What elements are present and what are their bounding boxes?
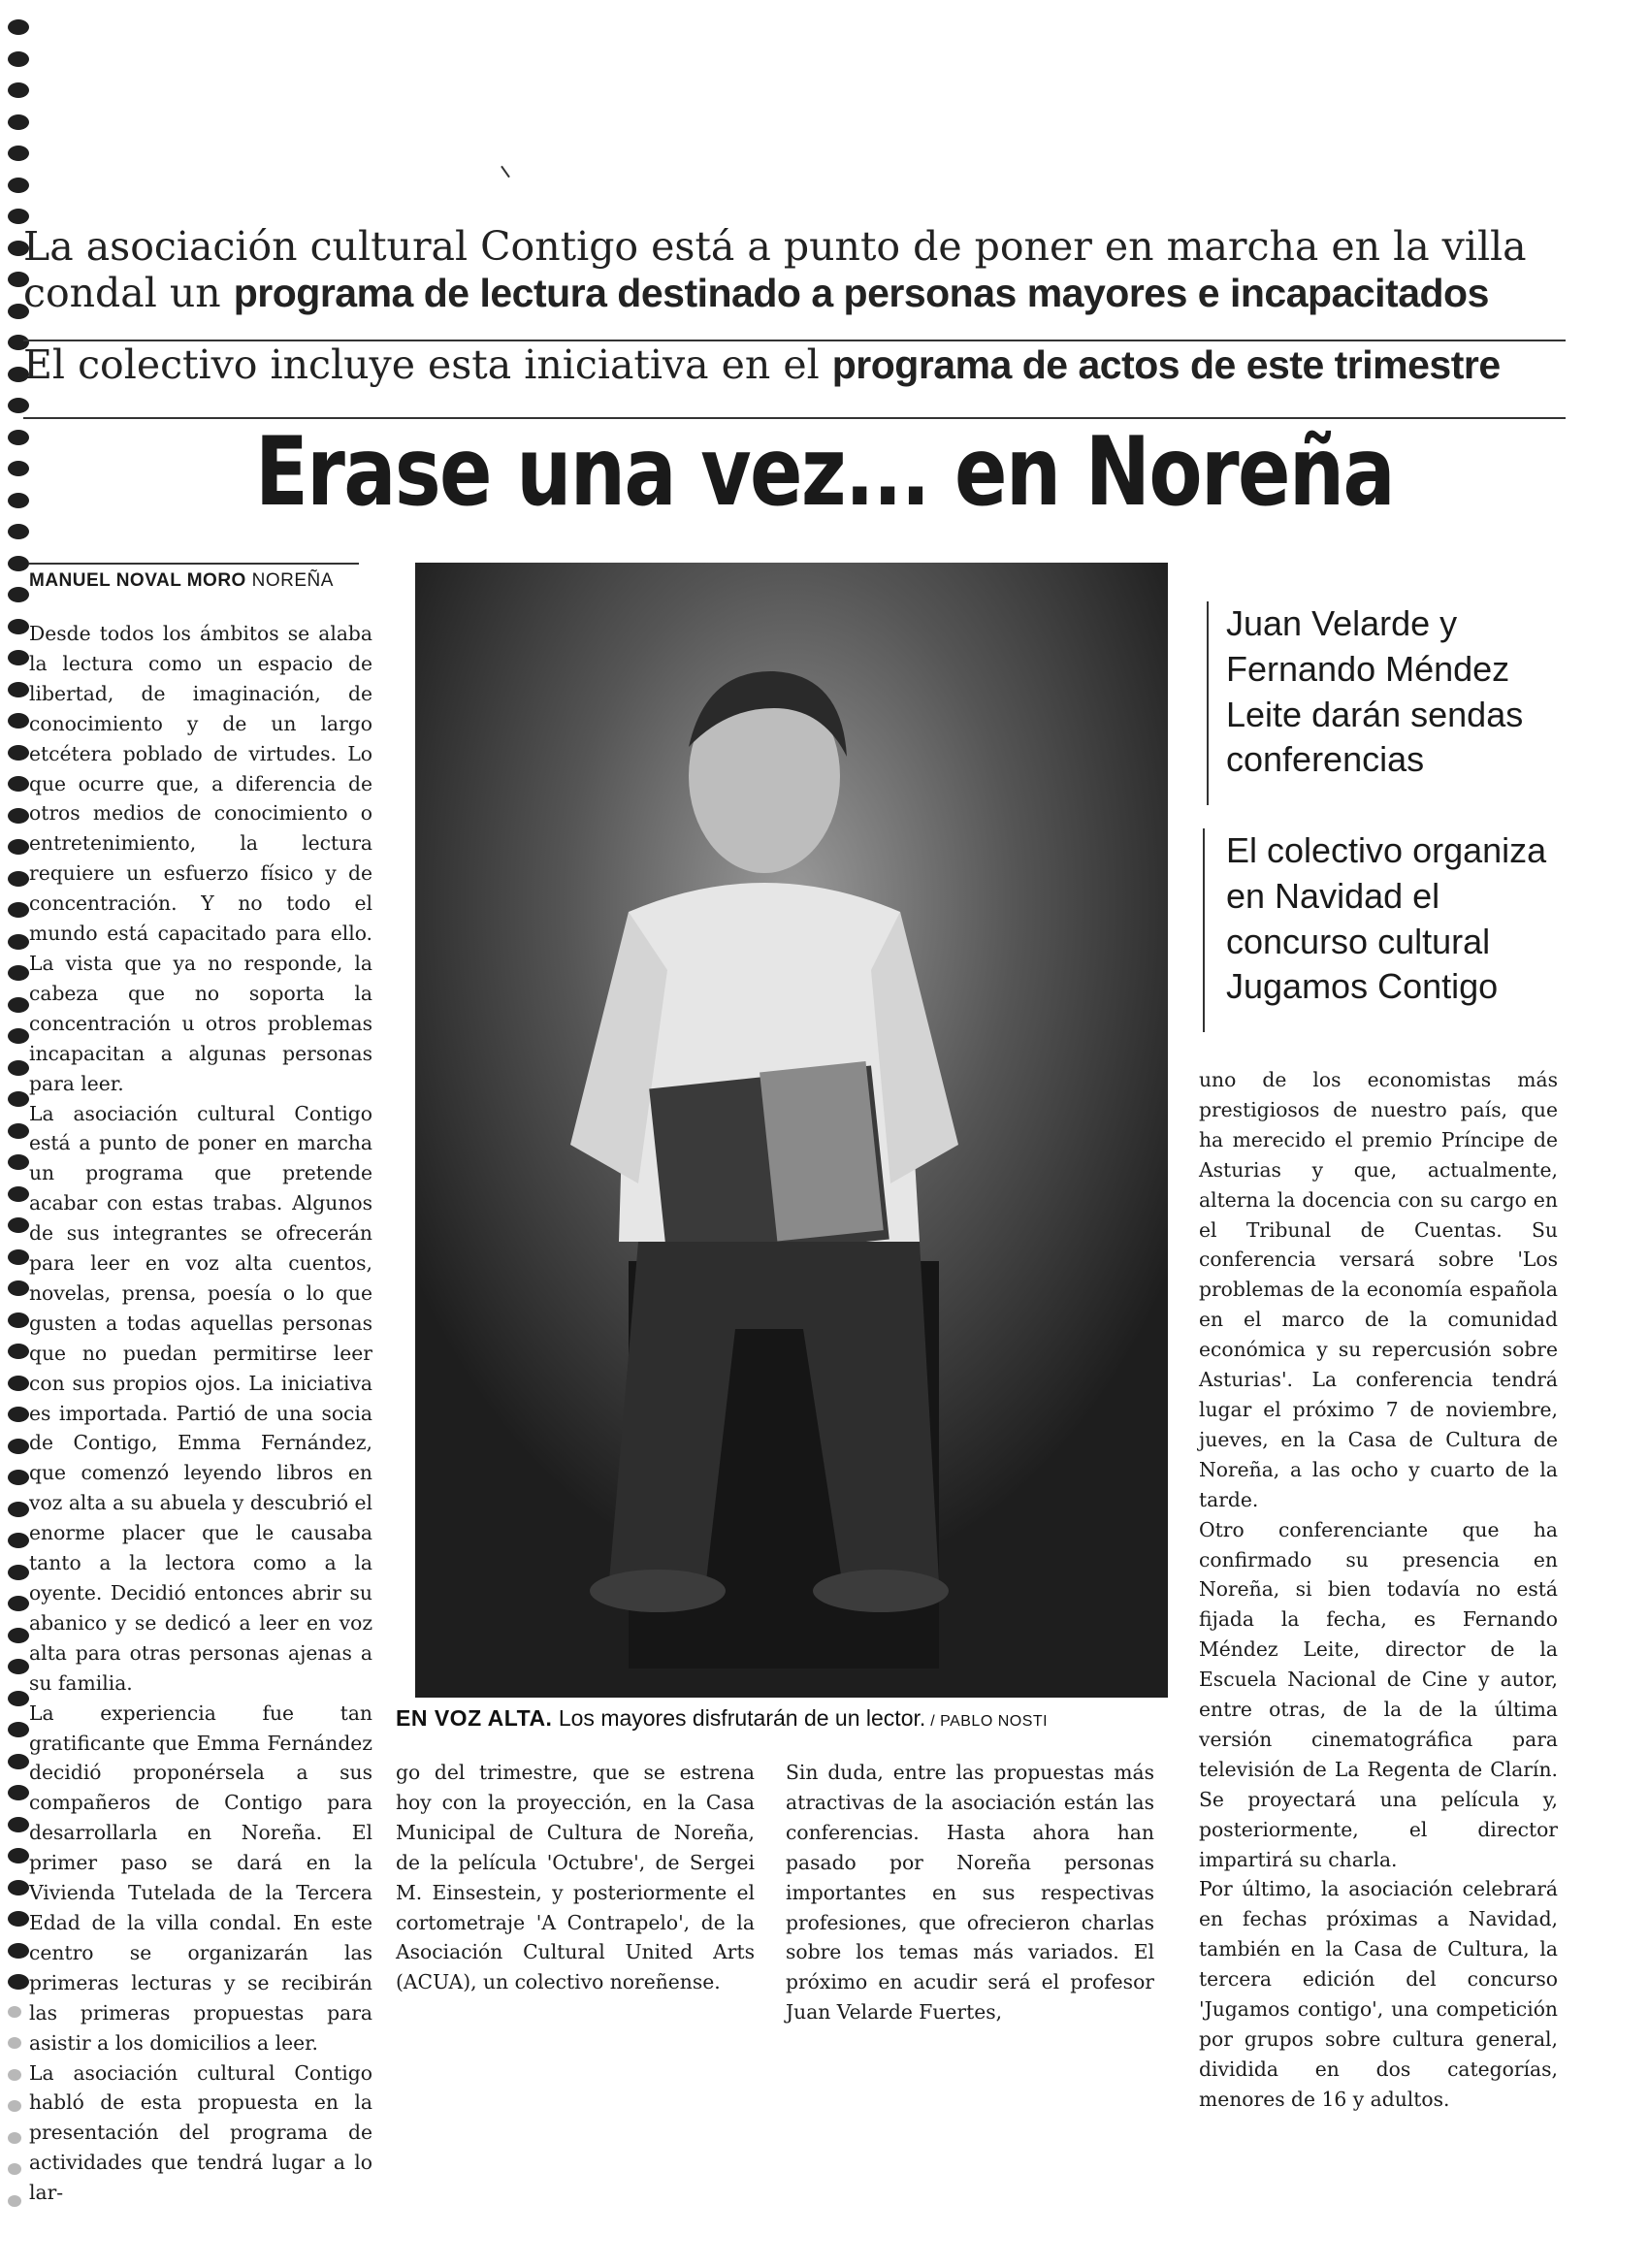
binder-hole (8, 1691, 29, 1706)
binder-hole (8, 1533, 29, 1548)
article-column-1: Desde todos los ámbitos se alaba la lectura como un espacio de libertad, de imaginación, de conocimiento y de un largo etcétera poblado de virtudes. Lo que ocurre que, a diferencia de otros medios de conocimiento o entretenimiento, la lectura requiere un esfuerzo físico y de concentración. Y no todo el mundo está capacitado para ello. La vista que ya no responde, la cabeza que no soporta la concentración u otros problemas incapacitan a algunas personas para leer. La asociación cultural Contigo está a punto de poner en marcha un programa que pretende acabar con estas trabas. Algunos de sus integrantes se ofrecerán para leer en voz alta cuentos, novelas, prensa, poesía o lo que gusten a todas aquellas personas que no puedan permitirse leer con sus propios ojos. La iniciativa es importada. Partió de una socia de Contigo, Emma Fernández, que comenzó leyendo libros en voz alta a su abuela y descubrió el enorme placer que le causaba tanto a la lectora como a la oyente. Decidió entonces abrir su abanico y se dedicó a leer en voz alta para otras personas ajenas a su familia. La experiencia fue tan gratificante que Emma Fernández decidió proponérsela a sus compañeros de Contigo para desarrollarla en Noreña. El primer paso se dará en la Vivienda Tutelada de la Tercera Edad de la villa condal. En este centro se organizarán las primeras lecturas y se recibirán las primeras propuestas para asistir a los domicilios a leer. La asociación cultural Contigo habló de esta propuesta en la presentación del programa de actividades que tendrá lugar a lo lar- (29, 622, 372, 2205)
reader-photo (415, 563, 1168, 1698)
binder-hole (8, 808, 29, 824)
binder-hole (8, 1344, 29, 1359)
binder-hole (8, 209, 29, 224)
binder-hole (8, 1817, 29, 1832)
binder-hole (8, 1848, 29, 1863)
binder-hole (8, 839, 29, 855)
subheadline-2-plain: El colectivo incluye esta iniciativa en el (23, 341, 832, 388)
binder-hole (8, 1439, 29, 1454)
binder-hole (8, 1217, 29, 1233)
photo-credit: / PABLO NOSTI (925, 1713, 1049, 1730)
subheadline-1-plain: La asociación cultural Contigo está a punto de poner en marcha en la villa condal un (23, 223, 1527, 317)
binder-hole (8, 398, 29, 413)
binder-hole (8, 1628, 29, 1643)
binder-hole (8, 2037, 21, 2049)
binder-hole (8, 1060, 29, 1076)
binder-hole (8, 871, 29, 887)
binder-hole (8, 1028, 29, 1044)
binder-hole (8, 82, 29, 98)
stray-mark (501, 166, 510, 178)
binder-hole (8, 776, 29, 792)
binder-hole (8, 934, 29, 950)
binder-hole (8, 1280, 29, 1296)
binder-hole (8, 1596, 29, 1611)
binder-hole (8, 619, 29, 634)
binder-hole (8, 1186, 29, 1202)
binder-hole (8, 524, 29, 539)
binder-hole (8, 430, 29, 445)
byline-author: MANUEL NOVAL MORO (29, 570, 246, 591)
binder-hole (8, 1376, 29, 1391)
binder-hole (8, 1407, 29, 1422)
byline-place: NOREÑA (251, 570, 334, 591)
binder-hole (8, 1123, 29, 1139)
headline: Erase una vez... en Noreña (255, 417, 1394, 528)
subheadline-1-bold: programa de lectura destinado a personas mayores e incapacitados (233, 271, 1489, 316)
article-column-3: Sin duda, entre las propuestas más atractivas de la asociación están las conferencias. Hasta ahora han pasado por Noreña personas importantes en sus respectivas profesiones, que ofrecieron charlas sobre los temas más variados. El próximo en acudir será el profesor Juan Velarde Fuertes, (786, 1761, 1154, 2025)
binder-hole (8, 1911, 29, 1927)
binder-hole (8, 114, 29, 130)
binder-hole (8, 1722, 29, 1737)
binder-hole (8, 2006, 21, 2018)
binder-hole (8, 713, 29, 729)
binder-hole (8, 51, 29, 67)
binder-hole (8, 1754, 29, 1769)
binder-hole (8, 178, 29, 193)
binder-hole (8, 997, 29, 1013)
binder-hole (8, 1943, 29, 1959)
binder-hole (8, 1659, 29, 1674)
article-column-4: uno de los economistas más prestigiosos de nuestro país, que ha merecido el premio Príncipe de Asturias y que, actualmente, alterna la docencia con su cargo en el Tribunal de Cuentas. Su conferencia versará sobre 'Los problemas de la economía española en el marco de la comunidad económica y su repercusión sobre Asturias'. La conferencia tendrá lugar el próximo 7 de noviembre, jueves, en la Casa de Cultura de Noreña, a las ocho y cuarto de la tarde. Otro conferenciante que ha confirmado su presencia en Noreña, si bien todavía no está fijada la fecha, es Fernando Méndez Leite, director de la Escuela Nacional de Cine y autor, entre otras, de la de la última versión cinematográfica para televisión de La Regenta de Clarín. Se proyectará una película y, posteriormente, el director impartirá su charla. Por último, la asociación celebrará en fechas próximas a Navidad, también en la Casa de Cultura, la tercera edición del concurso 'Jugamos contigo', una competición por grupos sobre cultura general, dividida en dos categorías, menores de 16 y adultos. (1199, 1068, 1558, 2111)
pullquote-1: Juan Velarde y Fernando Méndez Leite darán sendas conferencias (1226, 603, 1524, 780)
caption-lead: EN VOZ ALTA. (396, 1705, 553, 1731)
binder-hole (8, 1249, 29, 1265)
article-column-2: go del trimestre, que se estrena hoy con la proyección, en la Casa Municipal de Cultura de Noreña, de la película 'Octubre', de Sergei M. Einsestein, y posteriormente el cortometraje 'A Contrapelo', de la Asociación Cultural United Arts (ACUA), un colectivo noreñense. (396, 1761, 755, 1994)
binder-hole (8, 1880, 29, 1895)
binder-hole (8, 965, 29, 981)
binder-hole (8, 682, 29, 697)
binder-hole (8, 2195, 21, 2207)
binder-hole (8, 19, 29, 35)
binder-hole (8, 2069, 21, 2081)
binder-hole (8, 493, 29, 508)
binder-hole (8, 2100, 21, 2112)
binder-hole (8, 1974, 29, 1990)
caption-text: Los mayores disfrutarán de un lector. (552, 1705, 926, 1731)
binder-hole (8, 1091, 29, 1107)
binder-hole (8, 556, 29, 571)
photo-caption (396, 1705, 1172, 1732)
binder-hole (8, 587, 29, 602)
binder-hole (8, 1785, 29, 1800)
binder-hole (8, 650, 29, 665)
subheadline-1 (23, 223, 1571, 317)
binder-hole (8, 146, 29, 161)
binder-hole (8, 902, 29, 918)
subheadline-2-bold: programa de actos de este trimestre (831, 342, 1501, 387)
binder-hole (8, 1565, 29, 1580)
binder-hole (8, 2132, 21, 2144)
binder-hole (8, 1502, 29, 1517)
binder-hole (8, 1312, 29, 1328)
binder-hole (8, 745, 29, 761)
byline (29, 563, 359, 592)
binder-hole (8, 461, 29, 476)
binder-hole (8, 2163, 21, 2175)
pullquote-rule (1203, 828, 1205, 1032)
photo-illustration (415, 563, 1168, 1698)
pullquote-rule (1207, 601, 1209, 805)
pullquote-2: El colectivo organiza en Navidad el concurso cultural Jugamos Contigo (1226, 830, 1547, 1007)
subheadline-2 (23, 341, 1571, 388)
binder-hole (8, 1470, 29, 1485)
binder-hole (8, 1154, 29, 1170)
